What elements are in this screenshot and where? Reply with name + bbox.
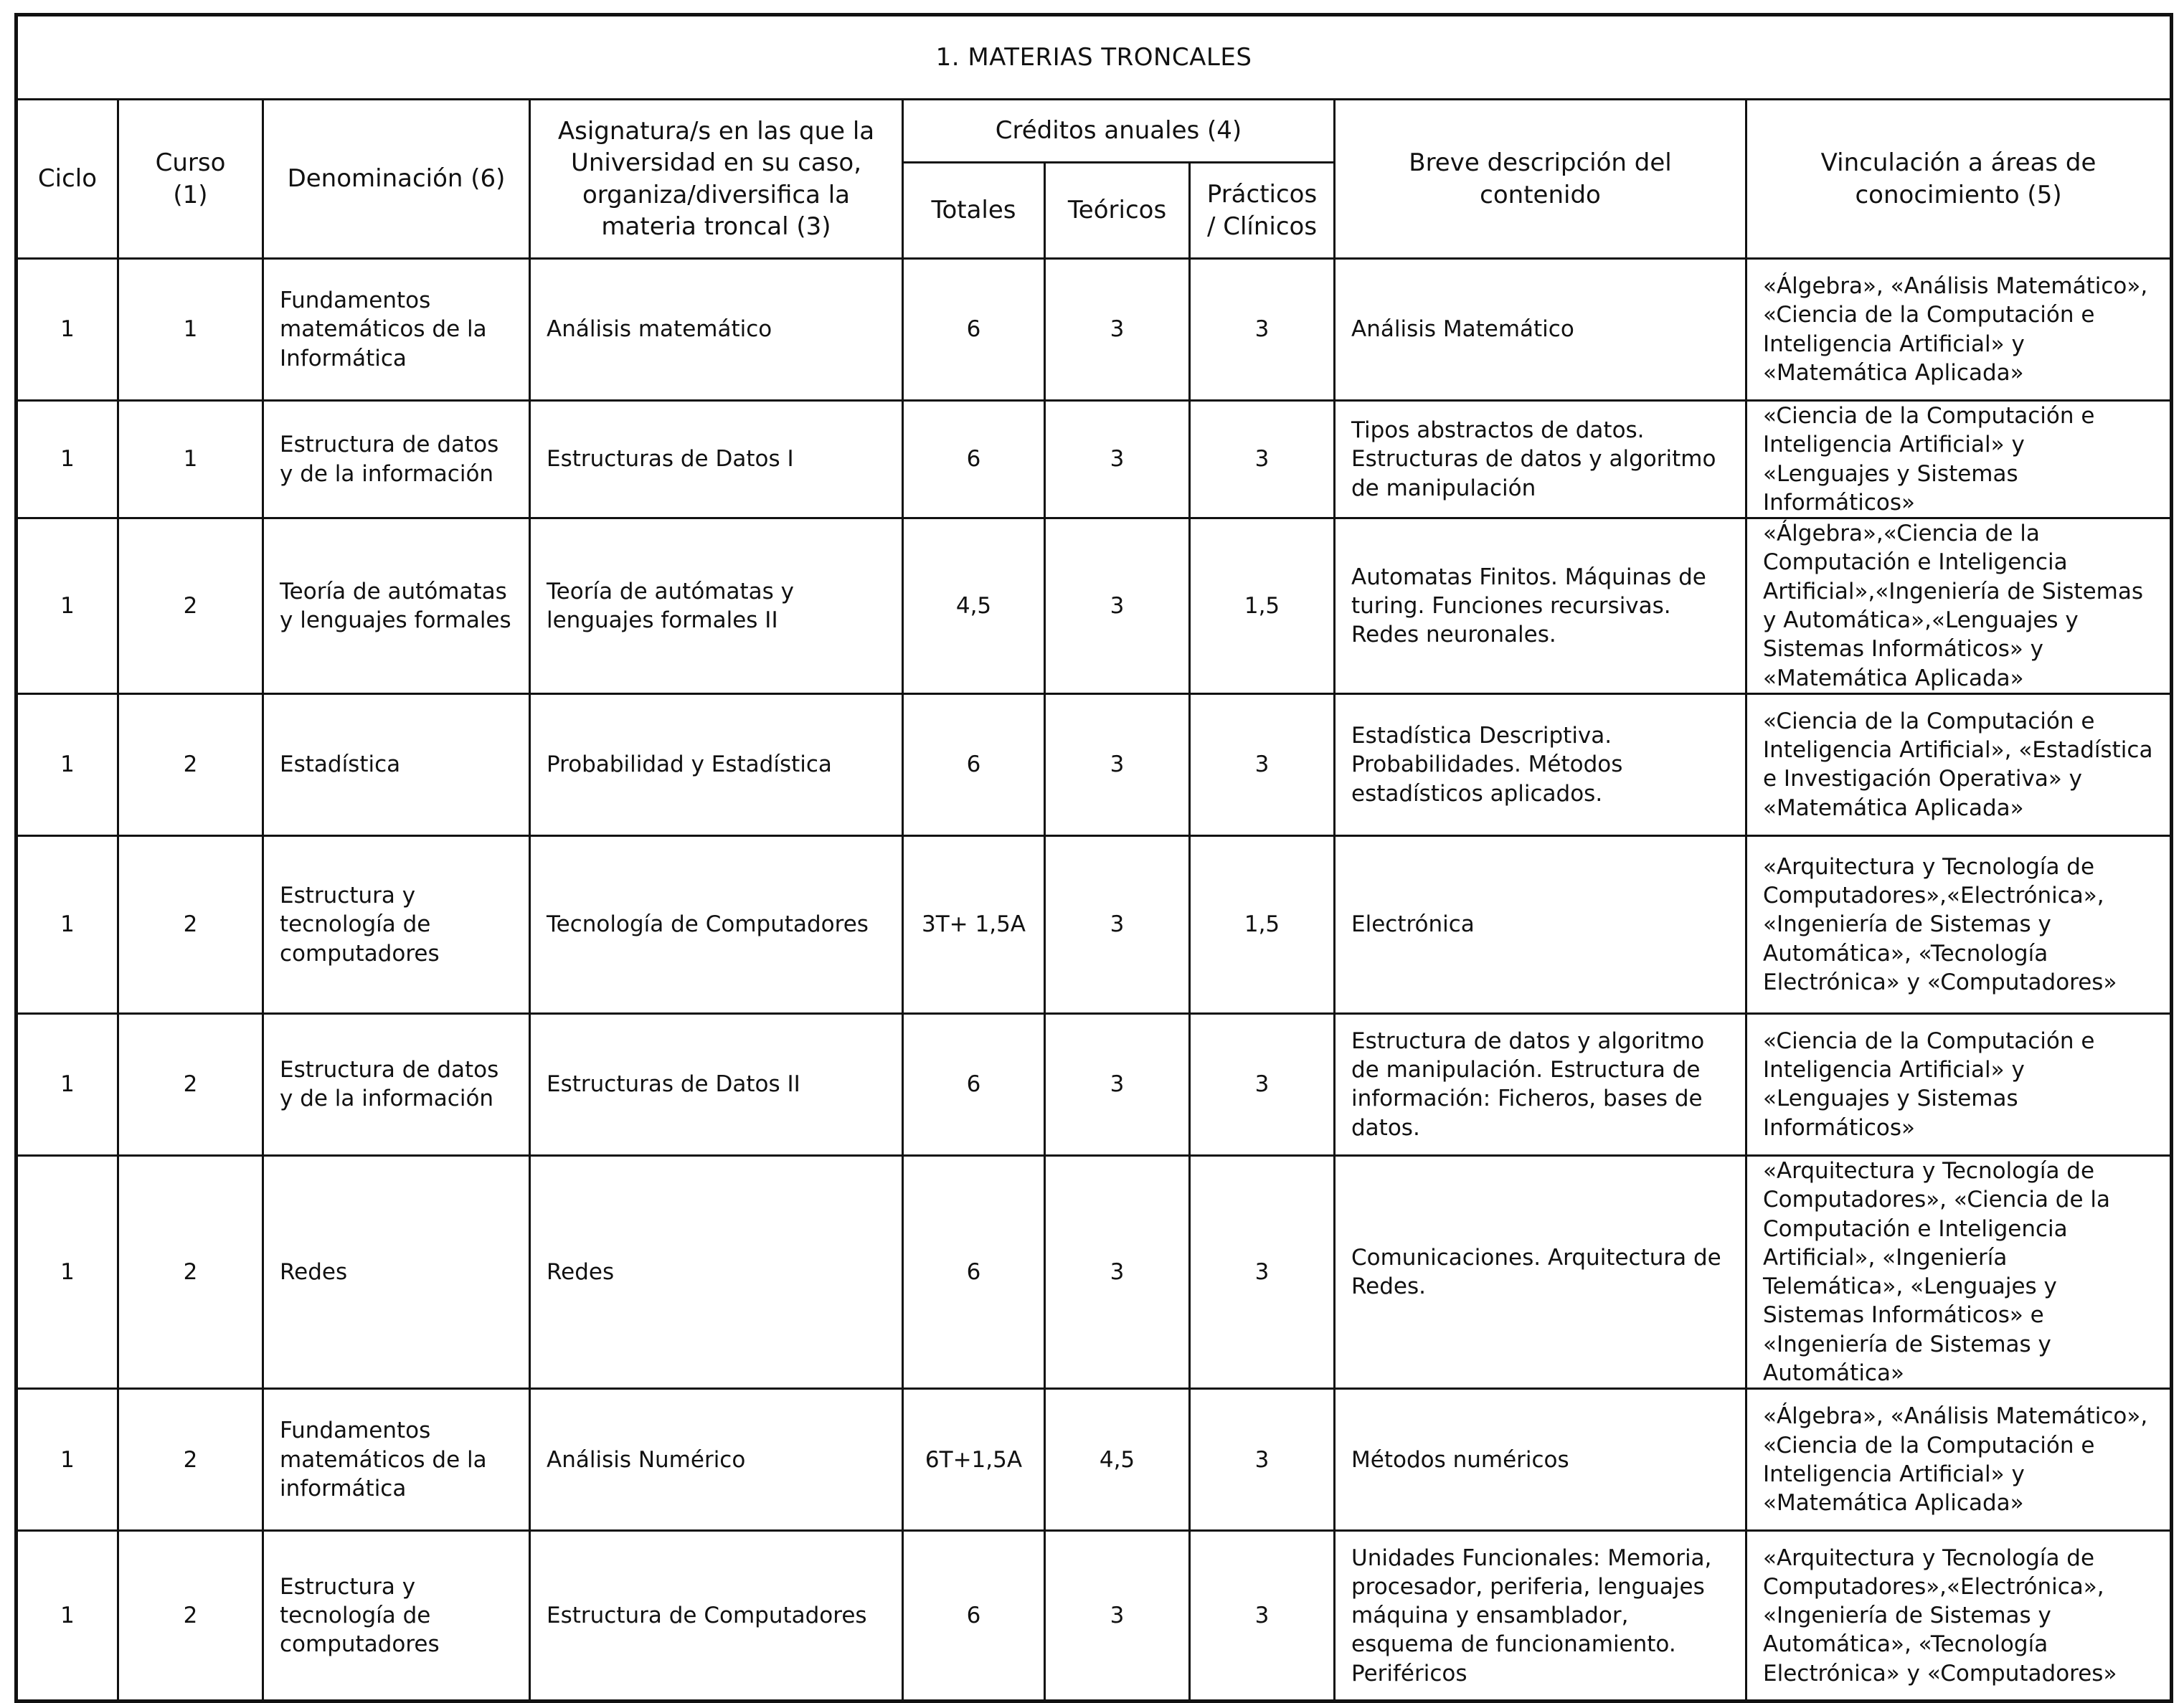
cell-curso: 2: [118, 1531, 263, 1702]
materias-troncales-table: [14, 13, 2173, 1703]
cell-descripcion: Tipos abstractos de datos. Estructuras de datos y algoritmo de manipulación: [1335, 401, 1746, 518]
cell-asignatura: Análisis matemático: [530, 259, 903, 401]
cell-curso: 1: [118, 259, 263, 401]
cell-totales: 6: [903, 259, 1045, 401]
cell-ciclo: 1: [16, 1155, 118, 1388]
table-header: [16, 15, 2172, 259]
cell-asignatura: Estructuras de Datos I: [530, 401, 903, 518]
cell-practicos: 3: [1190, 1013, 1335, 1155]
header-practicos: Prácticos / Clínicos: [1190, 163, 1335, 259]
cell-practicos: 1,5: [1190, 518, 1335, 694]
cell-teoricos: 3: [1045, 1013, 1190, 1155]
header-descripcion: Breve descripción del contenido: [1335, 100, 1746, 259]
table-row: [16, 1013, 2172, 1155]
cell-descripcion: Estructura de datos y algoritmo de manipulación. Estructura de información: Ficheros, bases de datos.: [1335, 1013, 1746, 1155]
header-denominacion: Denominación (6): [263, 100, 530, 259]
cell-descripcion: Métodos numéricos: [1335, 1389, 1746, 1531]
cell-ciclo: 1: [16, 401, 118, 518]
cell-totales: 6: [903, 1155, 1045, 1388]
table-row: [16, 401, 2172, 518]
cell-vinculacion: «Ciencia de la Computación e Inteligencia Artificial», «Estadística e Investigación Operativa» y «Matemática Aplicada»: [1746, 693, 2172, 835]
cell-vinculacion: «Arquitectura y Tecnología de Computadores»,«Electrónica», «Ingeniería de Sistemas y Automática», «Tecnología Electrónica» y «Computadores»: [1746, 1531, 2172, 1702]
cell-asignatura: Estructura de Computadores: [530, 1531, 903, 1702]
cell-asignatura: Estructuras de Datos II: [530, 1013, 903, 1155]
cell-denominacion: Teoría de autómatas y lenguajes formales: [263, 518, 530, 694]
cell-practicos: 3: [1190, 1389, 1335, 1531]
cell-denominacion: Redes: [263, 1155, 530, 1388]
table-body: [16, 259, 2172, 1702]
cell-asignatura: Análisis Numérico: [530, 1389, 903, 1531]
cell-practicos: 3: [1190, 1155, 1335, 1388]
cell-totales: 6: [903, 401, 1045, 518]
cell-teoricos: 3: [1045, 1155, 1190, 1388]
table-row: [16, 259, 2172, 401]
header-totales: Totales: [903, 163, 1045, 259]
cell-vinculacion: «Álgebra»,«Ciencia de la Computación e Inteligencia Artificial»,«Ingeniería de Sistemas y Automática»,«Lenguajes y Sistemas Informáticos» y «Matemática Aplicada»: [1746, 518, 2172, 694]
cell-denominacion: Estructura de datos y de la información: [263, 401, 530, 518]
cell-denominacion: Fundamentos matemáticos de la Informática: [263, 259, 530, 401]
table-row: [16, 518, 2172, 694]
header-creditos-anuales: Créditos anuales (4): [903, 100, 1335, 163]
cell-vinculacion: «Arquitectura y Tecnología de Computadores»,«Electrónica», «Ingeniería de Sistemas y Automática», «Tecnología Electrónica» y «Computadores»: [1746, 835, 2172, 1013]
cell-teoricos: 3: [1045, 1531, 1190, 1702]
cell-teoricos: 3: [1045, 259, 1190, 401]
cell-descripcion: Comunicaciones. Arquitectura de Redes.: [1335, 1155, 1746, 1388]
cell-descripcion: Unidades Funcionales: Memoria, procesador, periferia, lenguajes máquina y ensamblador, esquema de funcionamiento. Periféricos: [1335, 1531, 1746, 1702]
cell-teoricos: 4,5: [1045, 1389, 1190, 1531]
cell-teoricos: 3: [1045, 401, 1190, 518]
cell-totales: 6: [903, 1531, 1045, 1702]
header-vinculacion: Vinculación a áreas de conocimiento (5): [1746, 100, 2172, 259]
cell-vinculacion: «Arquitectura y Tecnología de Computadores», «Ciencia de la Computación e Inteligencia Artificial», «Ingeniería Telemática», «Lenguajes y Sistemas Informáticos» e «Ingeniería de Sistemas y Automática»: [1746, 1155, 2172, 1388]
cell-totales: 6T+1,5A: [903, 1389, 1045, 1531]
cell-practicos: 1,5: [1190, 835, 1335, 1013]
cell-descripcion: Estadística Descriptiva. Probabilidades. Métodos estadísticos aplicados.: [1335, 693, 1746, 835]
cell-teoricos: 3: [1045, 693, 1190, 835]
cell-denominacion: Fundamentos matemáticos de la informática: [263, 1389, 530, 1531]
cell-practicos: 3: [1190, 259, 1335, 401]
cell-ciclo: 1: [16, 1531, 118, 1702]
cell-curso: 2: [118, 1389, 263, 1531]
cell-asignatura: Probabilidad y Estadística: [530, 693, 903, 835]
cell-denominacion: Estadística: [263, 693, 530, 835]
table-row: [16, 1531, 2172, 1702]
cell-ciclo: 1: [16, 1013, 118, 1155]
cell-asignatura: Teoría de autómatas y lenguajes formales II: [530, 518, 903, 694]
header-asignatura: Asignatura/s en las que la Universidad en su caso, organiza/diversifica la materia troncal (3): [530, 100, 903, 259]
cell-descripcion: Electrónica: [1335, 835, 1746, 1013]
cell-vinculacion: «Ciencia de la Computación e Inteligencia Artificial» y «Lenguajes y Sistemas Informáticos»: [1746, 1013, 2172, 1155]
cell-ciclo: 1: [16, 1389, 118, 1531]
table-row: [16, 835, 2172, 1013]
cell-descripcion: Análisis Matemático: [1335, 259, 1746, 401]
cell-curso: 2: [118, 835, 263, 1013]
cell-teoricos: 3: [1045, 518, 1190, 694]
header-ciclo: Ciclo: [16, 100, 118, 259]
cell-denominacion: Estructura y tecnología de computadores: [263, 1531, 530, 1702]
troncales-document: [14, 13, 2170, 1687]
cell-asignatura: Tecnología de Computadores: [530, 835, 903, 1013]
cell-practicos: 3: [1190, 693, 1335, 835]
cell-totales: 6: [903, 1013, 1045, 1155]
table-row: [16, 1389, 2172, 1531]
cell-asignatura: Redes: [530, 1155, 903, 1388]
cell-ciclo: 1: [16, 518, 118, 694]
cell-totales: 4,5: [903, 518, 1045, 694]
cell-ciclo: 1: [16, 693, 118, 835]
cell-curso: 1: [118, 401, 263, 518]
cell-totales: 3T+ 1,5A: [903, 835, 1045, 1013]
cell-curso: 2: [118, 1155, 263, 1388]
table-title: 1. MATERIAS TRONCALES: [16, 15, 2172, 100]
table-row: [16, 693, 2172, 835]
header-curso: Curso (1): [118, 100, 263, 259]
cell-curso: 2: [118, 518, 263, 694]
cell-curso: 2: [118, 1013, 263, 1155]
cell-descripcion: Automatas Finitos. Máquinas de turing. Funciones recursivas. Redes neuronales.: [1335, 518, 1746, 694]
header-teoricos: Teóricos: [1045, 163, 1190, 259]
cell-practicos: 3: [1190, 1531, 1335, 1702]
cell-practicos: 3: [1190, 401, 1335, 518]
cell-denominacion: Estructura y tecnología de computadores: [263, 835, 530, 1013]
cell-totales: 6: [903, 693, 1045, 835]
cell-ciclo: 1: [16, 835, 118, 1013]
cell-vinculacion: «Álgebra», «Análisis Matemático», «Ciencia de la Computación e Inteligencia Artificial» y «Matemática Aplicada»: [1746, 1389, 2172, 1531]
cell-vinculacion: «Álgebra», «Análisis Matemático», «Ciencia de la Computación e Inteligencia Artificial» y «Matemática Aplicada»: [1746, 259, 2172, 401]
cell-denominacion: Estructura de datos y de la información: [263, 1013, 530, 1155]
cell-vinculacion: «Ciencia de la Computación e Inteligencia Artificial» y «Lenguajes y Sistemas Informáticos»: [1746, 401, 2172, 518]
cell-ciclo: 1: [16, 259, 118, 401]
cell-teoricos: 3: [1045, 835, 1190, 1013]
cell-curso: 2: [118, 693, 263, 835]
table-row: [16, 1155, 2172, 1388]
